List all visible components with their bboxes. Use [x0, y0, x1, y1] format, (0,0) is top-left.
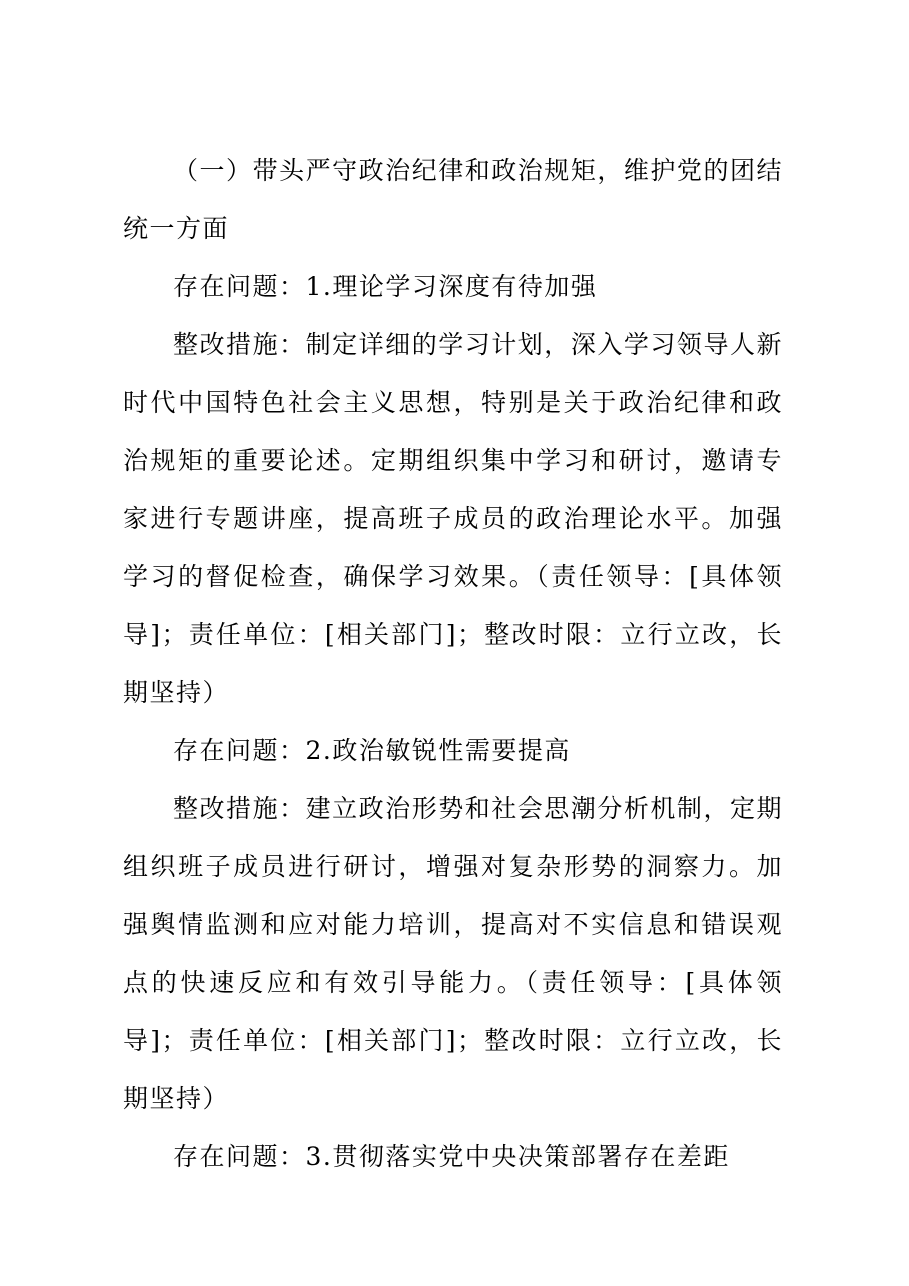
issue-3-problem: 存在问题：3.贯彻落实党中央决策部署存在差距	[173, 1142, 730, 1171]
issue-1-problem: 存在问题：1.理论学习深度有待加强	[173, 272, 598, 301]
issue-1-measures: 整改措施：制定详细的学习计划，深入学习领导人新时代中国特色社会主义思想，特别是关于政治纪律和政治规矩的重要论述。定期组织集中学习和研讨，邀请专家进行专题讲座，提高班子成员的政治理论水平。加强学习的督促检查，确保学习效果。（责任领导：[具体领导]；责任单位：[相关部门]；整改时限：立行立改，长期坚持）	[123, 330, 783, 707]
issue-2-problem: 存在问题：2.政治敏锐性需要提高	[173, 736, 571, 765]
document-body	[123, 142, 783, 1186]
section-heading: （一）带头严守政治纪律和政治规矩，维护党的团结统一方面	[123, 156, 783, 243]
issue-2-measures: 整改措施：建立政治形势和社会思潮分析机制，定期组织班子成员进行研讨，增强对复杂形势的洞察力。加强舆情监测和应对能力培训，提高对不实信息和错误观点的快速反应和有效引导能力。（责任领导：[具体领导]；责任单位：[相关部门]；整改时限：立行立改，长期坚持）	[123, 794, 783, 1113]
